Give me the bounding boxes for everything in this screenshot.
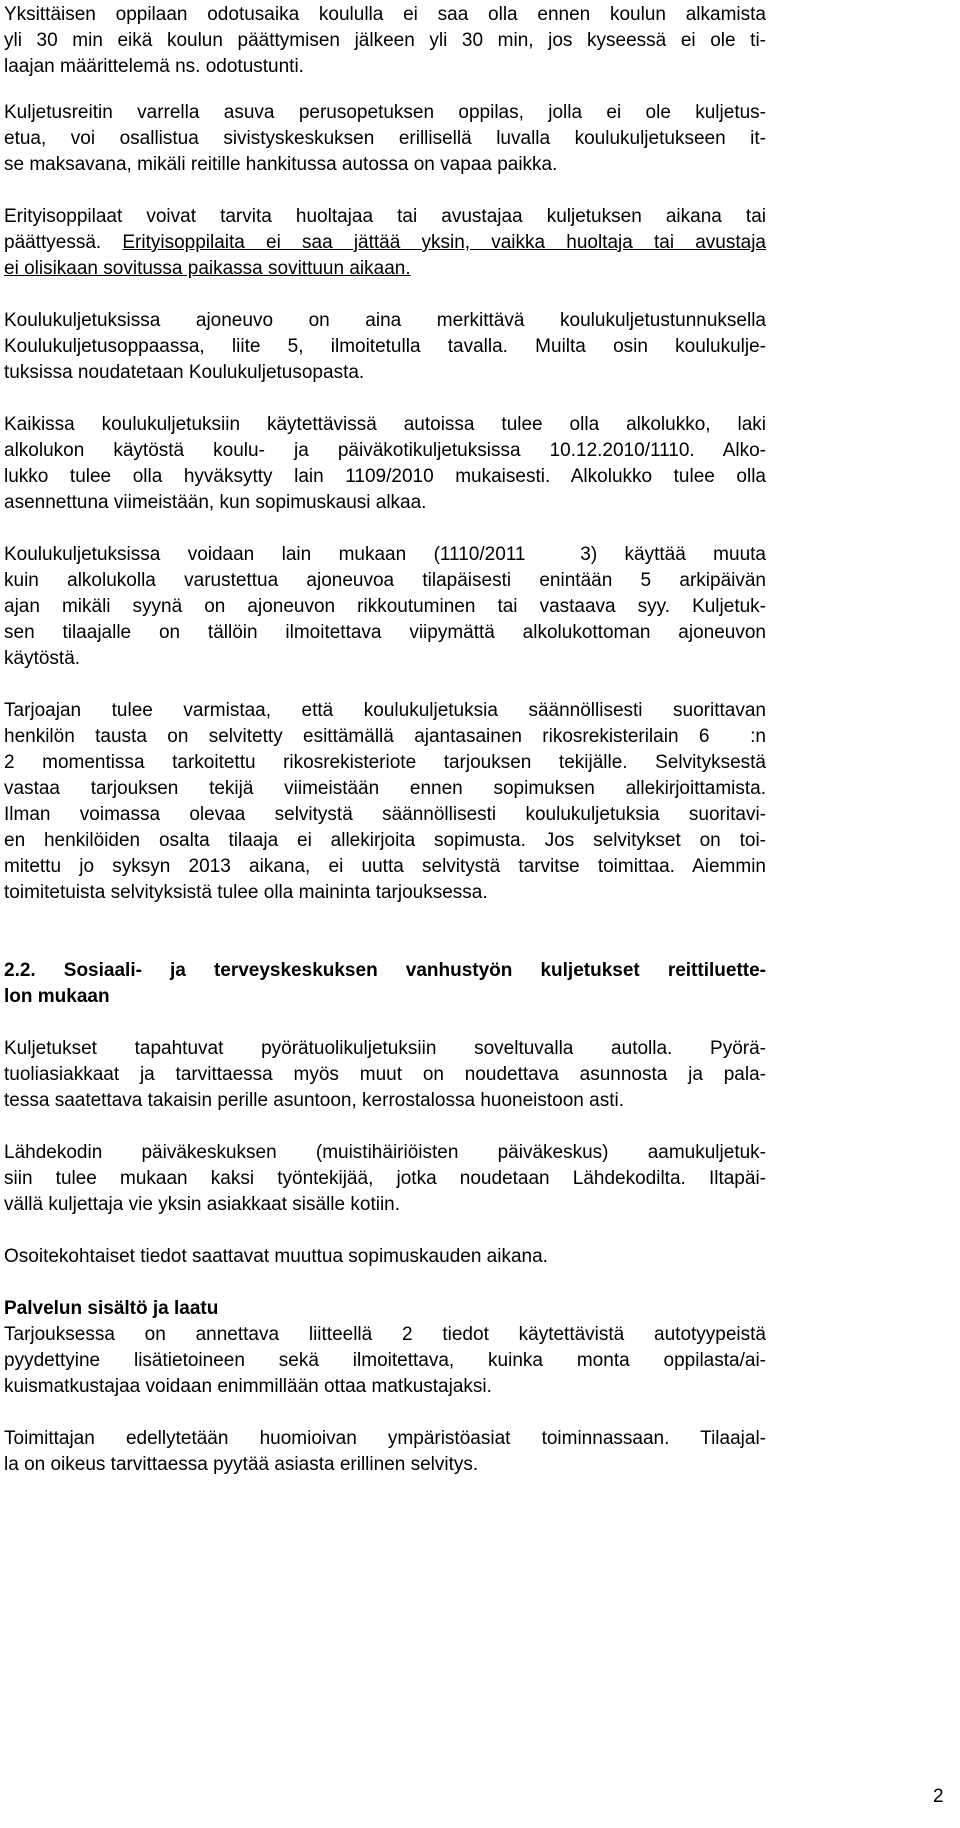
paragraph-5-line-2: alkolukon käytöstä koulu- ja päiväkotikuljetuksissa 10.12.2010/1110. Alko- xyxy=(4,440,766,461)
paragraph-9-line-1: Lähdekodin päiväkeskuksen (muistihäiriöisten päiväkeskus) aamukuljetuk- xyxy=(4,1142,766,1163)
paragraph-12-line-2: la on oikeus tarvittaessa pyytää asiasta erillinen selvitys. xyxy=(4,1454,479,1475)
paragraph-5-line-4: asennettuna viimeistään, kun sopimuskausi alkaa. xyxy=(4,492,427,513)
paragraph-6-line-4: sen tilaajalle on tällöin ilmoitettava viipymättä alkolukottoman ajoneuvon xyxy=(4,622,766,643)
paragraph-7-line-7: mitettu jo syksyn 2013 aikana, ei uutta selvitystä tarvitse toimittaa. Aiemmin xyxy=(4,856,766,877)
paragraph-1-line-3: laajan määrittelemä ns. odotustunti. xyxy=(4,56,304,77)
paragraph-5-line-3: lukko tulee olla hyväksytty lain 1109/2010 mukaisesti. Alkolukko tulee olla xyxy=(4,466,766,487)
paragraph-3-line-3: ei olisikaan sovitussa paikassa sovittuun aikaan. xyxy=(4,258,411,279)
paragraph-6-line-3: ajan mikäli syynä on ajoneuvon rikkoutuminen tai vastaava syy. Kuljetuk- xyxy=(4,596,766,617)
paragraph-6-line-2: kuin alkolukolla varustettua ajoneuvoa tilapäisesti enintään 5 arkipäivän xyxy=(4,570,766,591)
paragraph-2-line-1: Kuljetusreitin varrella asuva perusopetuksen oppilas, jolla ei ole kuljetus- xyxy=(4,102,766,123)
paragraph-8-line-2: tuoliasiakkaat ja tarvittaessa myös muut on noudettava asunnosta ja pala- xyxy=(4,1064,766,1085)
paragraph-7-line-6: en henkilöiden osalta tilaaja ei allekirjoita sopimusta. Jos selvitykset on toi- xyxy=(4,830,766,851)
paragraph-4-line-3: tuksissa noudatetaan Koulukuljetusopasta. xyxy=(4,362,365,383)
paragraph-4-line-1: Koulukuljetuksissa ajoneuvo on aina merkittävä koulukuljetustunnuksella xyxy=(4,310,766,331)
paragraph-9-line-2: siin tulee mukaan kaksi työntekijää, jotka noudetaan Lähdekodilta. Iltapäi- xyxy=(4,1168,766,1189)
paragraph-11-line-1: Tarjouksessa on annettava liitteellä 2 tiedot käytettävistä autotyypeistä xyxy=(4,1324,766,1345)
paragraph-7-line-8: toimitetuista selvityksistä tulee olla maininta tarjouksessa. xyxy=(4,882,488,903)
paragraph-8-line-1: Kuljetukset tapahtuvat pyörätuolikuljetuksiin soveltuvalla autolla. Pyörä- xyxy=(4,1038,766,1059)
paragraph-2-line-3: se maksavana, mikäli reitille hankitussa autossa on vapaa paikka. xyxy=(4,154,558,175)
paragraph-6-line-5: käytöstä. xyxy=(4,648,81,669)
paragraph-11-line-3: kuismatkustajaa voidaan enimmillään ottaa matkustajaksi. xyxy=(4,1376,492,1397)
subheading-service-content: Palvelun sisältö ja laatu xyxy=(4,1298,219,1319)
paragraph-7-line-2: henkilön tausta on selvitetty esittämällä ajantasainen rikosrekisterilain 6 :n xyxy=(4,726,766,747)
paragraph-12-line-1: Toimittajan edellytetään huomioivan ympäristöasiat toiminnassaan. Tilaajal- xyxy=(4,1428,766,1449)
paragraph-8-line-3: tessa saatettava takaisin perille asuntoon, kerrostalossa huoneistoon asti. xyxy=(4,1090,624,1111)
paragraph-2-line-2: etua, voi osallistua sivistyskeskuksen erillisellä luvalla koulukuljetukseen it- xyxy=(4,128,766,149)
paragraph-7-line-1: Tarjoajan tulee varmistaa, että koulukuljetuksia säännöllisesti suorittavan xyxy=(4,700,766,721)
paragraph-7-line-5: Ilman voimassa olevaa selvitystä säännöllisesti koulukuljetuksia suoritavi- xyxy=(4,804,766,825)
paragraph-9-line-3: vällä kuljettaja vie yksin asiakkaat sisälle kotiin. xyxy=(4,1194,401,1215)
paragraph-7-line-3: 2 momentissa tarkoitettu rikosrekisteriote tarjouksen tekijälle. Selvityksestä xyxy=(4,752,766,773)
paragraph-3-line-2 xyxy=(4,230,766,256)
paragraph-10-line-1: Osoitekohtaiset tiedot saattavat muuttua sopimuskauden aikana. xyxy=(4,1246,548,1267)
paragraph-1-line-2: yli 30 min eikä koulun päättymisen jälkeen yli 30 min, jos kyseessä ei ole ti- xyxy=(4,30,766,51)
section-heading-line-1: 2.2. Sosiaali- ja terveyskeskuksen vanhustyön kuljetukset reittiluette- xyxy=(4,960,766,981)
paragraph-1-line-1: Yksittäisen oppilaan odotusaika koululla ei saa olla ennen koulun alkamista xyxy=(4,4,766,25)
paragraph-3-line-1: Erityisoppilaat voivat tarvita huoltajaa tai avustajaa kuljetuksen aikana tai xyxy=(4,206,766,227)
page-number: 2 xyxy=(933,1786,944,1807)
paragraph-6-line-1: Koulukuljetuksissa voidaan lain mukaan (1110/2011 3) käyttää muuta xyxy=(4,544,766,565)
paragraph-11-line-2: pyydettyine lisätietoineen sekä ilmoitettava, kuinka monta oppilasta/ai- xyxy=(4,1350,766,1371)
paragraph-5-line-1: Kaikissa koulukuljetuksiin käytettävissä autoissa tulee olla alkolukko, laki xyxy=(4,414,766,435)
paragraph-3-line-2-text: päättyessä. Erityisoppilaita ei saa jättää yksin, vaikka huoltaja tai avustaja xyxy=(4,232,766,253)
paragraph-4-line-2: Koulukuljetusoppaassa, liite 5, ilmoitetulla tavalla. Muilta osin koulukulje- xyxy=(4,336,766,357)
section-heading-line-2: lon mukaan xyxy=(4,986,110,1007)
paragraph-7-line-4: vastaa tarjouksen tekijä viimeistään ennen sopimuksen allekirjoittamista. xyxy=(4,778,766,799)
